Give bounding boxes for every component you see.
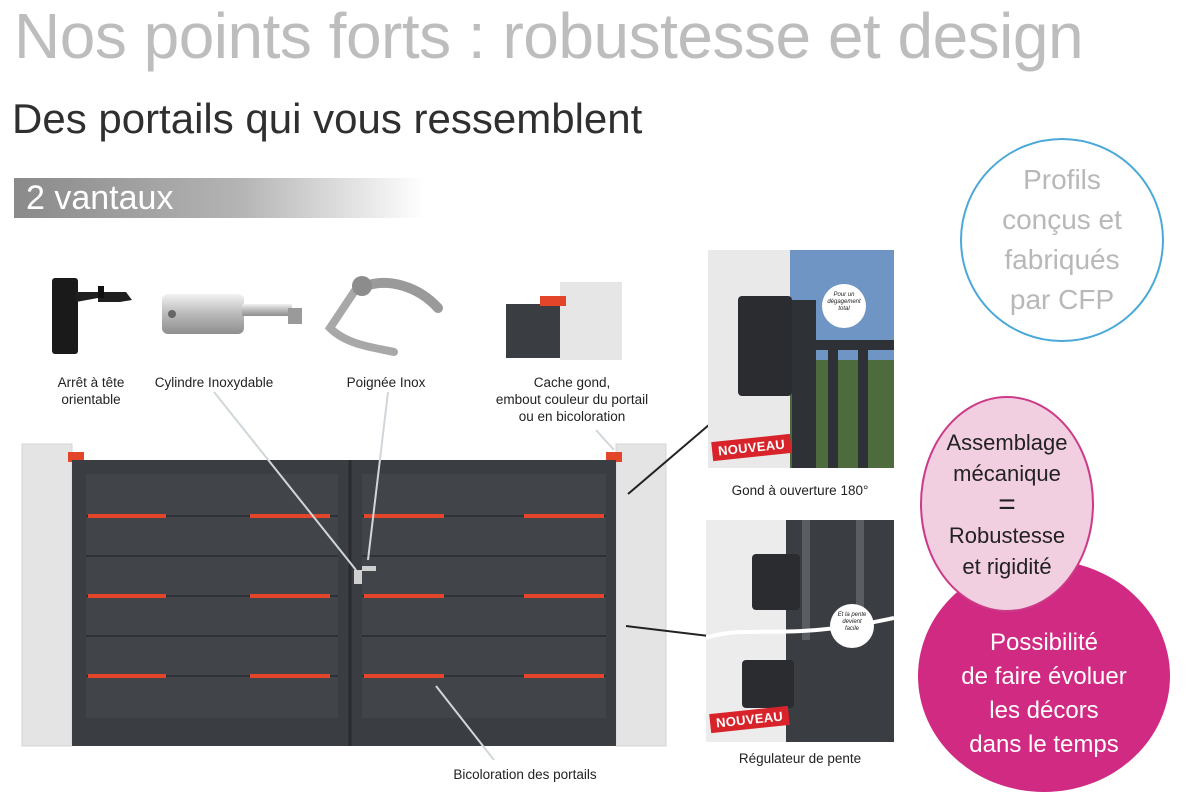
assemblage-line4: et rigidité xyxy=(962,553,1052,579)
page-subtitle: Des portails qui vous ressemblent xyxy=(12,95,643,142)
assemblage-line2: mécanique xyxy=(953,460,1061,486)
pente-bubble-line2: devient xyxy=(842,619,862,625)
profils-line1: Profils xyxy=(1023,164,1101,195)
profils-line4: par CFP xyxy=(1009,284,1115,315)
caption-cylindre: Cylindre Inoxydable xyxy=(154,375,274,390)
gond-photo xyxy=(708,250,894,468)
gond-bubble-text xyxy=(826,292,862,313)
gate-lock xyxy=(354,570,362,584)
gate-leaf-right xyxy=(350,460,616,746)
gond-bubble-line1: Pour un xyxy=(833,292,855,298)
caption-cache-line3: ou en bicoloration xyxy=(518,409,626,424)
possibilite-line4: dans le temps xyxy=(969,731,1119,758)
caption-poignee: Poignée Inox xyxy=(346,375,426,390)
caption-cache-line1: Cache gond, xyxy=(533,375,611,390)
caption-arret-line1: Arrêt à tête xyxy=(57,375,125,390)
possibilite-line3: les décors xyxy=(989,697,1099,724)
assemblage-line3: Robustesse xyxy=(948,522,1066,548)
circle-assemblage xyxy=(920,396,1094,612)
assemblage-line1: Assemblage xyxy=(946,429,1068,455)
pente-bubble-line1: Et la pente xyxy=(837,612,867,618)
possibilite-line2: de faire évoluer xyxy=(961,663,1127,690)
caption-gond: Gond à ouverture 180° xyxy=(731,483,869,498)
gond-bubble-line2: dégagement xyxy=(827,299,861,305)
gond-bubble-line3: total xyxy=(838,306,850,312)
circle-profils xyxy=(960,138,1164,342)
pente-bubble-text xyxy=(834,612,870,633)
profils-line2: conçus et xyxy=(1002,204,1122,235)
caption-bicoloration: Bicoloration des portails xyxy=(453,767,597,782)
caption-regulateur: Régulateur de pente xyxy=(738,751,862,766)
caption-arret-line2: orientable xyxy=(61,392,121,407)
gate-handle xyxy=(362,566,376,571)
pente-bubble-line3: facile xyxy=(844,626,859,632)
regulateur-photo xyxy=(706,520,894,742)
assemblage-equals: = xyxy=(998,487,1016,521)
badge-nouveau-regulateur: NOUVEAU xyxy=(709,706,790,733)
possibilite-line1: Possibilité xyxy=(989,629,1099,656)
gond-photo-art xyxy=(708,250,894,468)
profils-line3: fabriqués xyxy=(1004,244,1120,275)
section-banner-label: 2 vantaux xyxy=(26,179,174,217)
caption-cache-line2: embout couleur du portail xyxy=(495,392,649,407)
badge-nouveau-gond: NOUVEAU xyxy=(711,434,792,461)
gate-leaf-left xyxy=(72,460,350,746)
page-title: Nos points forts : robustesse et design xyxy=(14,0,1084,72)
